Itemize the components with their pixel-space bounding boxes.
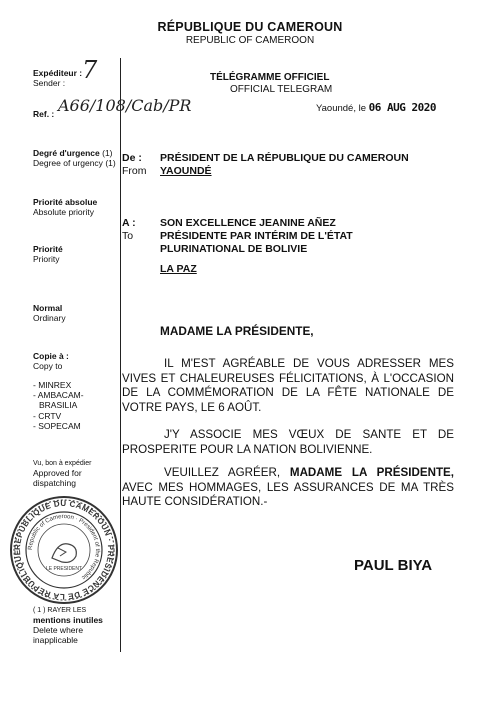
priority-en: Priority bbox=[33, 254, 60, 264]
urgency-note-2: (1) bbox=[105, 158, 116, 168]
strike-note-fr-1: ( 1 ) RAYER LES bbox=[33, 607, 87, 614]
from-label-fr: De : bbox=[122, 152, 142, 164]
copy-item: - MINREX bbox=[33, 380, 72, 390]
salutation: MADAME LA PRÉSIDENTE, bbox=[160, 324, 314, 338]
paragraph-3-b: MADAME LA PRÉSIDENTE, bbox=[289, 466, 454, 479]
copy-list bbox=[33, 380, 84, 431]
sender-label-en: Sender : bbox=[33, 78, 66, 88]
normal-block bbox=[33, 303, 66, 323]
sender-label-fr: Expéditeur bbox=[33, 68, 77, 78]
telegram-title-en: OFFICIAL TELEGRAM bbox=[230, 84, 333, 95]
country-title-fr: RÉPUBLIQUE DU CAMEROUN bbox=[157, 20, 343, 34]
dispatch-en-2: dispatching bbox=[33, 478, 77, 488]
date-line bbox=[316, 101, 436, 114]
sender-block: Expéditeur : Sender : bbox=[33, 68, 83, 88]
dispatch-block bbox=[33, 459, 92, 488]
to-city: LA PAZ bbox=[160, 263, 197, 275]
copy-item: - AMBACAM- bbox=[33, 390, 84, 401]
absolute-priority-block bbox=[33, 197, 97, 217]
paragraph-3-c: AVEC MES HOMMAGES, LES ASSURANCES DE MA TRÈS HAUTE CONSIDÉRATION.- bbox=[122, 480, 454, 508]
signature: PAUL BIYA bbox=[354, 557, 433, 574]
strike-note-en-1: Delete where bbox=[33, 625, 84, 635]
strike-note-fr-2: mentions inutiles bbox=[33, 615, 103, 625]
strike-note-en-2: inapplicable bbox=[33, 635, 78, 645]
to-line-3: PLURINATIONAL DE BOLIVIE bbox=[160, 243, 308, 255]
copy-item: BRASILIA bbox=[39, 400, 78, 411]
ref-block bbox=[33, 104, 54, 122]
copy-en: Copy to bbox=[33, 361, 63, 371]
ref-handwritten: A66/108/Cab/PR bbox=[58, 96, 192, 115]
ref-label: Ref. : bbox=[33, 109, 55, 119]
strike-note-block bbox=[33, 606, 103, 645]
seal-inner-text: Republic of Cameroon · President of the Republic bbox=[27, 513, 101, 581]
column-divider bbox=[120, 58, 121, 652]
normal-fr: Normal bbox=[33, 303, 63, 313]
seal-center-text: LE PRESIDENT bbox=[45, 566, 83, 572]
paragraph-3-a: VEUILLEZ AGRÉER, bbox=[164, 466, 281, 479]
absolute-priority-en: Absolute priority bbox=[33, 207, 94, 217]
paragraph-3 bbox=[122, 466, 454, 510]
to-label-fr: A : bbox=[122, 217, 136, 229]
to-label-en: To bbox=[122, 230, 134, 242]
urgency-block bbox=[33, 148, 116, 168]
to-block bbox=[122, 217, 136, 243]
copy-item: - SOPECAM bbox=[33, 420, 81, 431]
absolute-priority-fr: Priorité absolue bbox=[33, 197, 98, 207]
copy-block bbox=[33, 351, 69, 371]
urgency-label-fr: Degré d'urgence bbox=[33, 148, 100, 158]
date-place: Yaoundé, le bbox=[316, 103, 367, 114]
sender-handwritten: 7 bbox=[82, 56, 98, 84]
paragraph-2: J'Y ASSOCIE MES VŒUX DE SANTE ET DE PROSPERITE POUR LA NATION BOLIVIENNE. bbox=[122, 428, 454, 456]
country-title-en: REPUBLIC OF CAMEROON bbox=[185, 35, 315, 46]
from-label-en: From bbox=[122, 165, 147, 177]
dispatch-en-1: Approved for bbox=[33, 468, 82, 478]
seal-outer-text: REPUBLIQUE DU CAMEROUN · PRESIDENCE DE LA REPUBLIQUE bbox=[12, 498, 116, 602]
priority-block bbox=[33, 244, 63, 264]
to-line-2: PRÉSIDENTE PAR INTÉRIM DE L'ÉTAT bbox=[160, 230, 353, 242]
normal-en: Ordinary bbox=[33, 313, 66, 323]
urgency-note-1: (1) bbox=[102, 148, 113, 158]
paragraph-1: IL M'EST AGRÉABLE DE VOUS ADRESSER MES VIVES ET CHALEUREUSES FÉLICITATIONS, À L'OCCASION DE LA COMMÉMORATION DE LA FÊTE NATIONALE DE VOTRE PAYS, LE 6 AOÛT. bbox=[122, 357, 454, 414]
telegram-title-fr: TÉLÉGRAMME OFFICIEL bbox=[210, 72, 330, 83]
urgency-label-en: Degree of urgency bbox=[33, 158, 103, 168]
dispatch-fr: Vu, bon à expédier bbox=[33, 460, 92, 467]
from-city: YAOUNDÉ bbox=[160, 165, 212, 177]
from-name: PRÉSIDENT DE LA RÉPUBLIQUE DU CAMEROUN bbox=[160, 152, 409, 164]
from-address bbox=[160, 152, 409, 178]
copy-fr: Copie à : bbox=[33, 351, 69, 361]
presidential-seal bbox=[8, 494, 120, 606]
priority-fr: Priorité bbox=[33, 244, 63, 254]
to-line-1: SON EXCELLENCE JEANINE AÑEZ bbox=[160, 217, 336, 229]
from-block bbox=[122, 152, 147, 178]
date-stamp: 06 AUG 2020 bbox=[368, 101, 437, 114]
copy-item: - CRTV bbox=[33, 410, 62, 421]
to-address bbox=[160, 217, 353, 276]
